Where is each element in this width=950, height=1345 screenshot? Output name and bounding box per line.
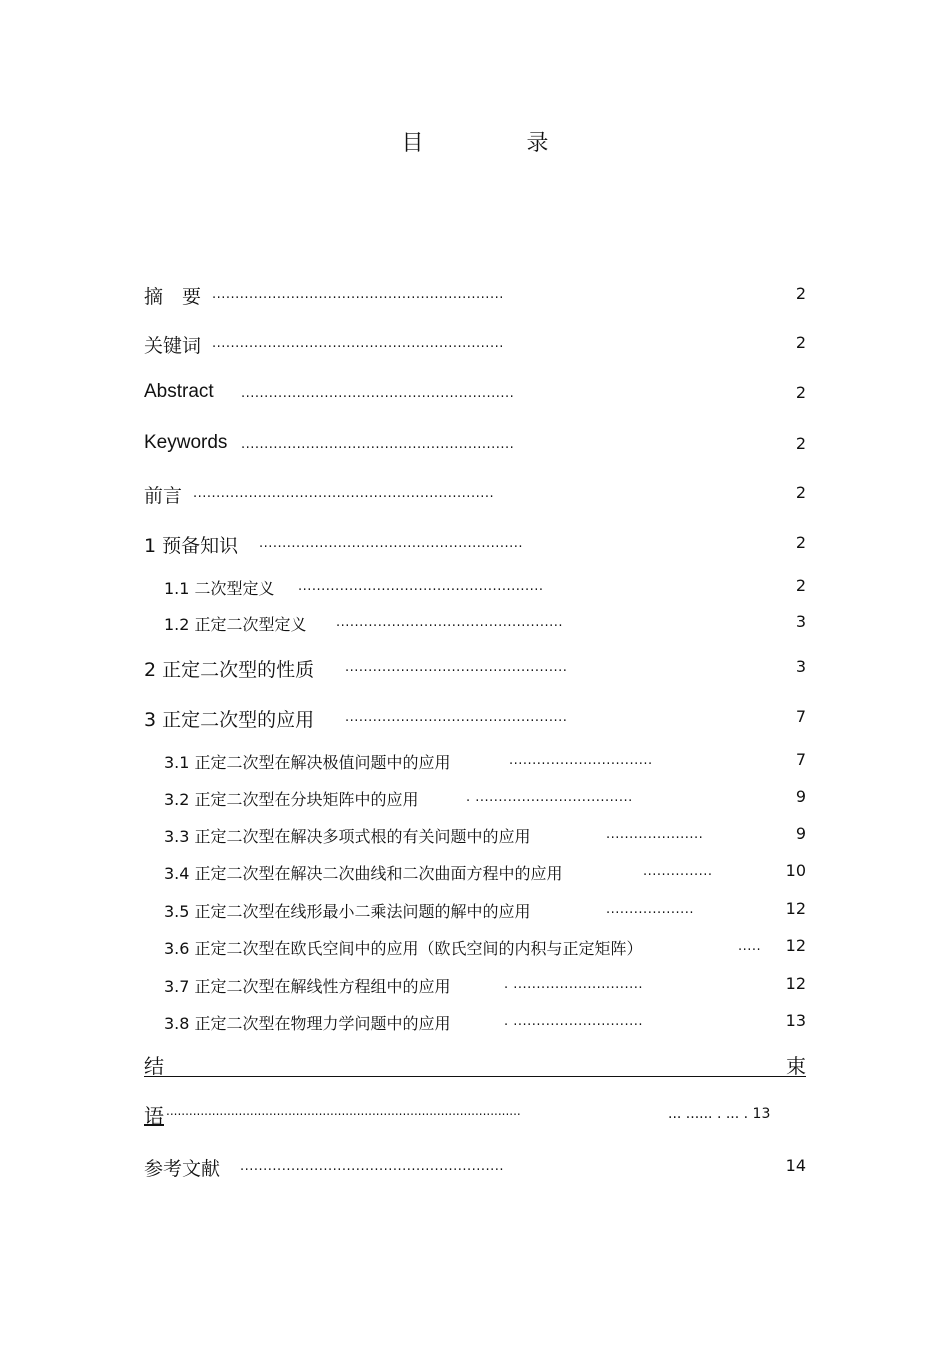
toc-leader: ......................................................... bbox=[259, 536, 524, 551]
toc-label: 3.3 正定二次型在解决多项式根的有关问题中的应用 bbox=[164, 827, 531, 846]
toc-page: 13 bbox=[785, 1011, 806, 1030]
toc-page: 12 bbox=[785, 936, 806, 955]
toc-page: 10 bbox=[785, 861, 806, 880]
toc-label: 关键词 bbox=[144, 335, 202, 357]
toc-label: 前言 bbox=[144, 485, 183, 507]
toc-entry-3-6[interactable] bbox=[0, 936, 950, 962]
toc-page: 2 bbox=[795, 284, 806, 303]
toc-page: 2 bbox=[795, 533, 806, 552]
toc-leader: ............................................................... bbox=[212, 287, 504, 302]
toc-label: 1 预备知识 bbox=[144, 535, 239, 557]
toc-leader: ................... bbox=[606, 902, 695, 917]
toc-label: 3 正定二次型的应用 bbox=[144, 709, 315, 731]
toc-label: 参考文献 bbox=[144, 1158, 221, 1180]
toc-entry-keywords-cn[interactable] bbox=[0, 331, 950, 357]
toc-entry-3-1[interactable] bbox=[0, 750, 950, 776]
toc-entry-abstract-en[interactable] bbox=[0, 381, 950, 407]
toc-page: 9 bbox=[795, 787, 806, 806]
toc-page: 7 bbox=[795, 707, 806, 726]
toc-page: 12 bbox=[785, 899, 806, 918]
toc-entry-preface[interactable] bbox=[0, 481, 950, 507]
toc-entry-3[interactable] bbox=[0, 705, 950, 731]
toc-entry-keywords-en[interactable] bbox=[0, 432, 950, 458]
toc-label: 2 正定二次型的性质 bbox=[144, 659, 315, 681]
toc-leader: ................................................ bbox=[345, 660, 568, 675]
toc-label: 3.5 正定二次型在线形最小二乘法问题的解中的应用 bbox=[164, 902, 531, 921]
toc-leader: ..................... bbox=[606, 827, 704, 842]
toc-label: 摘 要 bbox=[144, 286, 202, 308]
toc-entry-references[interactable] bbox=[0, 1154, 950, 1180]
toc-leader: . ............................ bbox=[504, 977, 643, 992]
toc-page: 3 bbox=[795, 657, 806, 676]
toc-entry-2[interactable] bbox=[0, 655, 950, 681]
toc-entry-1-1[interactable] bbox=[0, 576, 950, 602]
toc-page: 9 bbox=[795, 824, 806, 843]
conclusion-page-tail: ... ...... . ... . 13 bbox=[668, 1106, 771, 1122]
toc-leader: ................................................ bbox=[345, 710, 568, 725]
toc-entry-3-7[interactable] bbox=[0, 974, 950, 1000]
toc-entry-conclusion[interactable] bbox=[144, 1050, 806, 1077]
toc-label: 1.1 二次型定义 bbox=[164, 579, 275, 598]
toc-label: 1.2 正定二次型定义 bbox=[164, 615, 307, 634]
toc-label: Keywords bbox=[144, 432, 228, 453]
toc-label: 3.8 正定二次型在物理力学问题中的应用 bbox=[164, 1014, 451, 1033]
toc-entry-3-4[interactable] bbox=[0, 861, 950, 887]
toc-label: Abstract bbox=[144, 381, 214, 402]
toc-leader: ........................................................... bbox=[241, 437, 515, 452]
toc-leader: ............................................................................................. bbox=[166, 1104, 521, 1118]
conclusion-char-1: 结 bbox=[144, 1054, 164, 1078]
toc-entry-1[interactable] bbox=[0, 531, 950, 557]
toc-page: 12 bbox=[785, 974, 806, 993]
toc-page: 2 bbox=[795, 333, 806, 352]
conclusion-char-2: 束 bbox=[786, 1054, 806, 1078]
toc-page: 2 bbox=[795, 434, 806, 453]
toc-label: 3.2 正定二次型在分块矩阵中的应用 bbox=[164, 790, 419, 809]
toc-leader: ............................... bbox=[509, 753, 653, 768]
page-title: 目 录 bbox=[401, 131, 597, 156]
toc-page: 2 bbox=[795, 483, 806, 502]
toc-entry-3-2[interactable] bbox=[0, 787, 950, 813]
toc-leader: ......................................................... bbox=[240, 1159, 505, 1174]
toc-page: 3 bbox=[795, 612, 806, 631]
toc-label: 3.4 正定二次型在解决二次曲线和二次曲面方程中的应用 bbox=[164, 864, 563, 883]
toc-page: 2 bbox=[795, 576, 806, 595]
toc-leader: ........................................................... bbox=[241, 386, 515, 401]
toc-entry-1-2[interactable] bbox=[0, 612, 950, 638]
toc-leader: ............................................................... bbox=[212, 336, 504, 351]
toc-entry-conclusion-cont[interactable] bbox=[144, 1100, 806, 1128]
conclusion-char-3: 语 bbox=[144, 1104, 164, 1128]
toc-page: 7 bbox=[795, 750, 806, 769]
toc-label: 3.6 正定二次型在欧氏空间中的应用（欧氏空间的内积与正定矩阵） bbox=[164, 939, 643, 958]
toc-leader: ............... bbox=[643, 864, 713, 879]
toc-leader: . ............................ bbox=[504, 1014, 643, 1029]
toc-leader: ..................................................... bbox=[298, 579, 544, 594]
toc-leader: ................................................................. bbox=[193, 486, 495, 501]
toc-entry-3-5[interactable] bbox=[0, 899, 950, 925]
toc-page: 14 bbox=[785, 1156, 806, 1175]
toc-leader: ................................................. bbox=[336, 615, 563, 630]
toc-label: 3.1 正定二次型在解决极值问题中的应用 bbox=[164, 753, 451, 772]
toc-entry-3-8[interactable] bbox=[0, 1011, 950, 1037]
toc-page: 2 bbox=[795, 383, 806, 402]
toc-leader: ..... bbox=[738, 939, 762, 954]
toc-entry-3-3[interactable] bbox=[0, 824, 950, 850]
toc-entry-abstract-cn[interactable] bbox=[0, 282, 950, 308]
toc-label: 3.7 正定二次型在解线性方程组中的应用 bbox=[164, 977, 451, 996]
toc-leader: . .................................. bbox=[466, 790, 633, 805]
